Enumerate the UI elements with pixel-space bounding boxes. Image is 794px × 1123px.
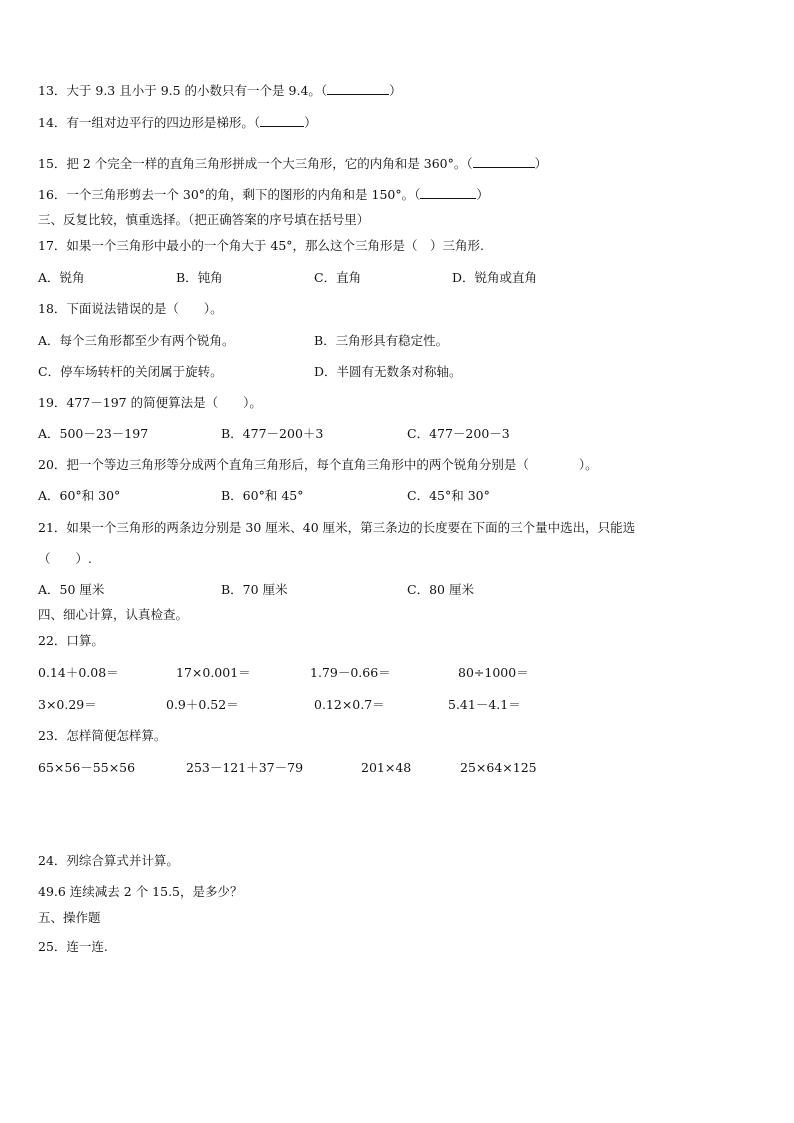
section-5-title: 五、操作题 [38,910,101,925]
oral-calc-4: 80÷1000＝ [458,665,529,680]
question-13 [38,83,402,99]
question-13-close: ） [389,83,402,98]
q18-option-c[interactable]: C．停车场转杆的关闭属于旋转。 [38,364,223,379]
q21-option-c[interactable]: C．80 厘米 [407,582,474,597]
question-14-close: ） [304,115,317,130]
question-14-text: 14．有一组对边平行的四边形是梯形。（ [38,115,261,130]
question-24-stem: 24．列综合算式并计算。 [38,853,179,868]
oral-calc-5: 3×0.29＝ [38,697,97,712]
oral-calc-1: 0.14＋0.08＝ [38,665,119,680]
q17-option-b[interactable]: B．钝角 [176,270,223,285]
question-21-stem: 21．如果一个三角形的两条边分别是 30 厘米、40 厘米，第三条边的长度要在下面的三个量中选出，只能选 [38,520,636,535]
oral-calc-6: 0.9＋0.52＝ [166,697,239,712]
question-22-stem: 22．口算。 [38,633,104,648]
q20-option-a[interactable]: A．60°和 30° [38,488,121,503]
section-3-title: 三、反复比较，慎重选择。（把正确答案的序号填在括号里） [38,212,370,227]
oral-calc-2: 17×0.001＝ [176,665,251,680]
question-18-stem: 18．下面说法错误的是（ ）。 [38,301,223,316]
q18-option-a[interactable]: A．每个三角形都至少有两个锐角。 [38,333,235,348]
question-15-close: ） [534,156,548,171]
question-20-stem: 20．把一个等边三角形等分成两个直角三角形后，每个直角三角形中的两个锐角分别是（ ）。 [38,457,598,472]
calc-item-4: 25×64×125 [460,760,537,775]
q17-option-a[interactable]: A．锐角 [38,270,85,285]
q20-option-b[interactable]: B．60°和 45° [221,488,304,503]
q18-option-d[interactable]: D．半圆有无数条对称轴。 [314,364,462,379]
question-16-text: 16．一个三角形剪去一个 30°的角，剩下的图形的内角和是 150°。（ [38,187,421,202]
question-25-stem: 25．连一连. [38,939,108,954]
question-15 [38,156,547,172]
oral-calc-8: 5.41－4.1＝ [448,697,521,712]
question-15-text: 15．把 2 个完全一样的直角三角形拼成一个大三角形，它的内角和是 360°。（ [38,156,473,171]
q20-option-c[interactable]: C．45°和 30° [407,488,490,503]
calc-item-1: 65×56－55×56 [38,760,136,775]
q21-option-b[interactable]: B．70 厘米 [221,582,288,597]
question-17-stem: 17．如果一个三角形中最小的一个角大于 45°，那么这个三角形是（ ）三角形. [38,238,485,253]
oral-calc-7: 0.12×0.7＝ [314,697,385,712]
answer-blank-16[interactable] [420,187,476,199]
oral-calc-3: 1.79－0.66＝ [310,665,391,680]
section-4-title: 四、细心计算，认真检查。 [38,607,189,622]
question-21-stem-cont: （ ）. [38,551,92,566]
q17-option-d[interactable]: D．锐角或直角 [452,270,538,285]
q17-option-c[interactable]: C．直角 [314,270,362,285]
calc-item-2: 253－121＋37－79 [186,760,304,775]
q19-option-c[interactable]: C．477－200－3 [407,426,510,441]
question-16-close: ） [476,187,489,202]
answer-blank-14[interactable] [260,115,304,127]
question-19-stem: 19．477－197 的简便算法是（ ）。 [38,395,262,410]
q19-option-b[interactable]: B．477－200＋3 [221,426,324,441]
answer-blank-15[interactable] [473,156,535,168]
question-23-stem: 23．怎样简便怎样算。 [38,728,167,743]
q19-option-a[interactable]: A．500－23－197 [38,426,149,441]
q21-option-a[interactable]: A．50 厘米 [38,582,105,597]
q18-option-b[interactable]: B．三角形具有稳定性。 [314,333,449,348]
question-24-text: 49.6 连续减去 2 个 15.5，是多少？ [38,884,243,899]
question-16 [38,187,489,203]
answer-blank-13[interactable] [327,83,389,95]
calc-item-3: 201×48 [361,760,412,775]
question-14 [38,115,317,131]
question-13-text: 13．大于 9.3 且小于 9.5 的小数只有一个是 9.4。（ [38,83,328,98]
